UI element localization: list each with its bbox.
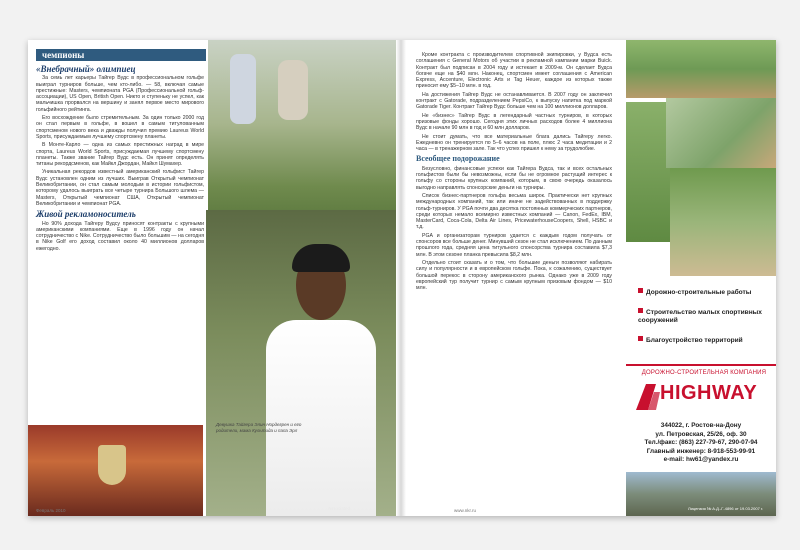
ad-garden-photo [626,102,670,242]
subheading: Всеобщее подорожание [416,154,500,164]
paragraph: Кроме контракта с производителем спортивной экипировки, у Вудса есть соглашения с General Motors об участии в рекламной кампании марки Buick. Контракт был подписан в 2004 году и истекает в 2009-м. Он сделает Вудса богаче еще на $40 млн. Наконец, спортсмен имеет соглашения с American Express, Accenture, Electronic Arts и Tag Heuer, каждое из которых также приносит ему $5–10 млн. в год. [416,52,612,90]
ad-divider [626,364,776,366]
article-heading: «Внебрачный» олимпиец [36,64,136,74]
photo-figure [230,54,256,124]
paragraph: В Монте-Карло — одна из самых престижных наград в мире спорта, Laureus World Sports, присуждаемая лучшему спортсмену планеты. Также звание Тайгер Вудс есть. Он принят определять титаны рекордсменов, как Майкл Джордан, Майкл Шумахер. [36,142,204,168]
left-page [28,40,400,516]
golfer-portrait-photo [206,210,400,516]
paragraph: Его восхождение было стремительным. За один только 2000 год он стал первым в гольфе, в вошел в самым титулованным спортсменом нового века и дважды получил премию Laureus World Sports, присуждаемым лучшему спортсмену планеты. [36,115,204,140]
ad-park-photo [670,168,776,276]
ad-contacts [626,422,776,465]
ad-address: ул. Петровская, 25/26, оф. 30 [655,430,747,438]
ceremony-photo [28,425,203,516]
magazine-spread [28,40,776,516]
page-footer: www.nkr.ru [454,508,477,513]
photo-figure [266,320,376,516]
service-label: Благоустройство территорий [646,337,743,344]
ad-address: 344022, г. Ростов-на-Дону [660,422,742,429]
photo-figure [292,244,350,272]
ad-landscape-photo [666,98,776,168]
paragraph: Отдельно стоит сказать и о том, что большие деньги позволяют набирать силу и популярности и в европейском гольфе. Пока, к сожалению, существует большой перекос в сторону американского рынка. Однако уже в 2009 году европейский тур получит турнир с самым крупным призовым фондом — $10 млн. [416,259,612,292]
paragraph: PGA и организаторам турниров удается с каждым годом получать от спонсоров все больше денег. Минувший сезон не стал исключением. По данным прошлого года, средняя цена титульного спонсорства турнира составила $7,3 млн. В этом сезоне планка превысила $8,2 млн. [416,232,612,258]
photo-caption: Девушка Тайгера Элин Нордегрен и его родители, мама Культида и папа Эрл [216,422,302,433]
service-item [638,308,772,325]
bullet-icon [638,336,643,341]
service-label: Строительство малых спортивных сооружений [638,309,762,324]
paragraph: На достижения Тайгер Вудс не останавливается. В 2007 году он заключил контракт с Gatorade, подразделением PepsiCo, к выпуску напитка под маркой Gatorade Tiger. Контракт Тайгер Вудс больше чем на 100 миллионов долларов. [416,91,612,111]
ad-license: Лицензия № А.Д.-Г-4896 от 19.03.2007 г. [688,506,764,511]
paragraph: Уникальная рекордов известный американский гольфист Тайгер Вудс установлен одним из лучших. Выиграв Открытый чемпионат Великобритании, он стал самым молодым в истории гольфистом, которому удалось выиграть все четыре турнира Большого шлема — Masters, Открытый чемпионат США, Открытый чемпионат Великобритании и чемпионат PGA. [36,169,204,207]
paragraph: Не «бизнес» Тайгер Вудс в легендарный частных турниров, в которых призовые фонды хорошо. Сегодня этих личных расходов более 4 миллиона Вудс в начале 90 млн в год и 60 млн долларов. [416,112,612,132]
bullet-icon [638,308,643,313]
bullet-icon [638,288,643,293]
section-header: чемпионы [36,49,206,61]
right-text-column [416,52,612,293]
page-footer: Февраль 2010 [36,508,66,513]
paragraph: Не стоит думать, что все материальные блага дались Тайгеру легко. Ежедневно он тренируется по 5–6 часов на поле, плюс 2 часа медитации и 2 часа — в тренажерном зале. Так что успех пришел к нему за трудолюбие. [416,133,612,153]
ad-email: e-mail: hw61@yandex.ru [663,456,739,464]
right-page [404,40,776,516]
subheading: Живой рекламоноситель [36,209,136,220]
service-item [638,336,772,345]
ad-company-name: ДОРОЖНО-СТРОИТЕЛЬНАЯ КОМПАНИЯ [641,370,767,376]
service-item [638,288,751,297]
photo-credit: Associated [328,506,351,511]
service-label: Дорожно-строительные работы [646,289,752,296]
ad-engineer: Главный инженер: 8-918-553-99-91 [646,447,756,455]
paragraph: За семь лет карьеры Тайгер Вудс в профессиональном гольфе выиграл турниров больше, чем кто-либо. — 58, включая самые престижные: Masters, чемпионата PGA (Профессиональной гольф-ассоциации), US Open, British Open. Никто и ступеньку не успел, как мальчишка прорвался на вершину и занял первое место мирового гольфийного рейтинга. [36,75,204,113]
paragraph: Но 90% дохода Тайгеру Вудсу приносят контракты с крупными американскими компаниями. Еще в 1996 году он начал сотрудничество с Nike. Сотрудничество было большим — на сегодня в Nike Golf его доход составил около 40 миллионов долларов ежегодно. [36,220,204,252]
ad-phone: Тел./факс: (863) 227-79-67, 290-07-94 [644,439,758,447]
ad-road-photo [626,40,776,98]
paragraph: Безусловно, финансовые успехи как Тайгера Вудса, так и всех остальных гольфистов были бы невозможны, если бы не огромное растущий интерес к гольфу со стороны крупных компаний, которым, в свою очередь оказалось выгодно направлять спонсорские деньги на турниры. [416,165,612,191]
photo-figure [278,60,308,120]
highway-advertisement [626,40,776,516]
trophy-icon [98,445,126,485]
left-text-column [36,66,204,254]
paragraph: Список бизнес-партнеров гольфа весьма широк. Практически нет крупных международных компаний, так или иначе не задействованных в поддержку гольф-турниров. У PGA почти два десятка постоянных коммерческих партнеров, среди которых немало всемирно известных компаний — Canon, FedEx, IBM, MasterCard, Coca-Cola, Delta Air Lines, PricewaterhouseCoopers, Shell, HSBC и т.д. [416,192,612,231]
ad-brand-name: HIGHWAY [660,382,758,404]
